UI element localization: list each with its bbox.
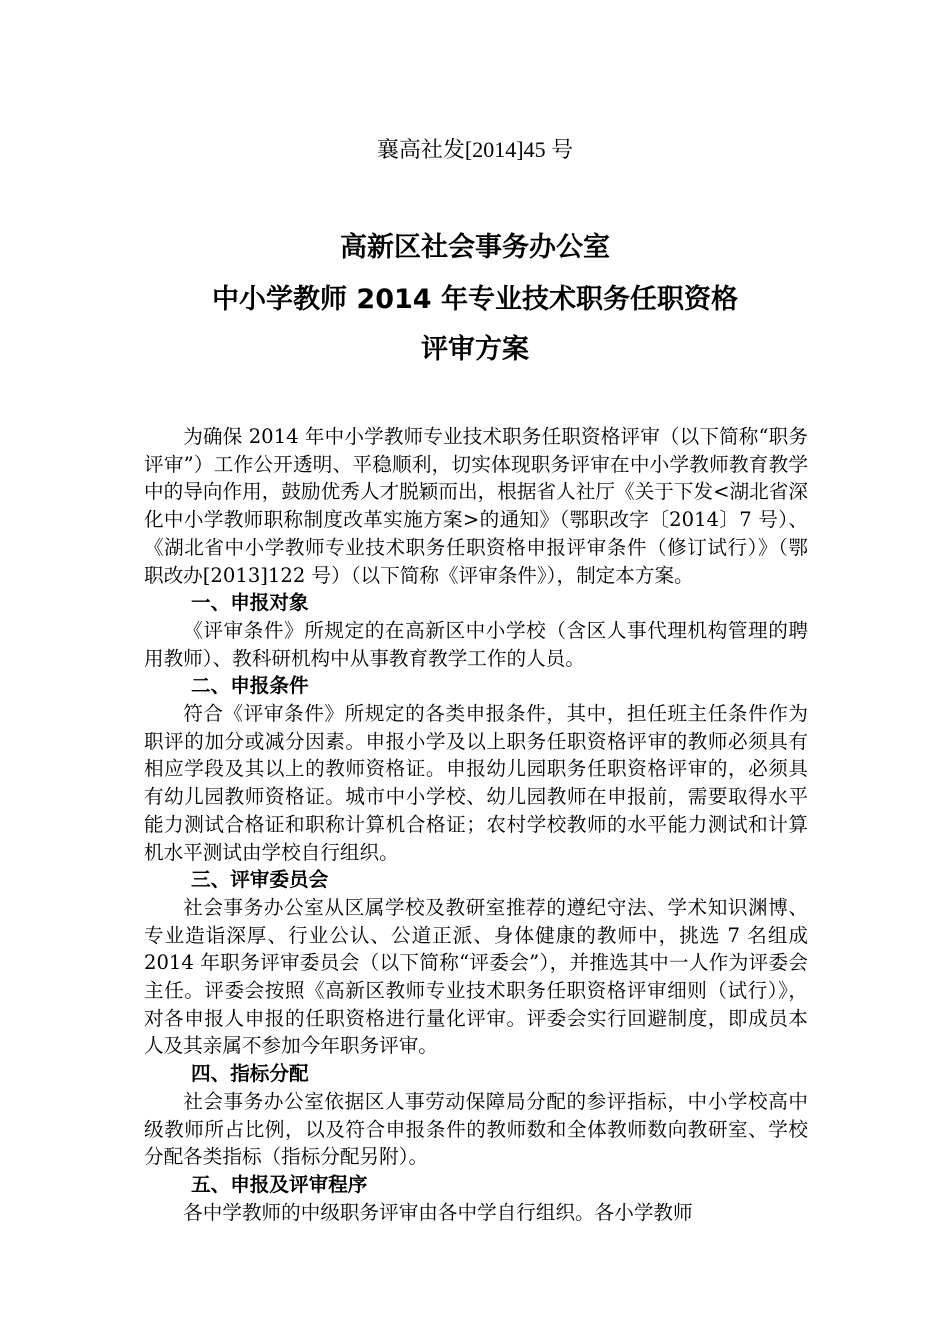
section-text-4: 社会事务办公室依据区人事劳动保障局分配的参评指标，中小学校高中级教师所占比例，以及符合申报条件的教师数和全体教师数向教研室、学校分配各类指标（指标分配另附）。 bbox=[144, 1089, 808, 1169]
title-line-2: 中小学教师 2014 年专业技术职务任职资格 bbox=[212, 284, 738, 315]
section-heading-5: 五、申报及评审程序 bbox=[191, 1172, 368, 1196]
section-heading-4: 四、指标分配 bbox=[191, 1062, 309, 1086]
title-line-1: 高新区社会事务办公室 bbox=[340, 232, 610, 263]
section-text-2: 符合《评审条件》所规定的各类申报条件，其中，担任班主任条件作为职评的加分或减分因素。申报小学及以上职务任职资格评审的教师必须具有相应学段及其以上的教师资格证。申报幼儿园职务任职资格评审的，必须具有幼儿园教师资格证。城市中小学校、幼儿园教师在申报前，需要取得水平能力测试合格证和职称计算机合格证；农村学校教师的水平能力测试和计算机水平测试由学校自行组织。 bbox=[144, 702, 808, 864]
section-text-3: 社会事务办公室从区属学校及教研室推荐的遵纪守法、学术知识渊博、专业造诣深厚、行业公认、公道正派、身体健康的教师中，挑选 7 名组成 2014 年职务评审委员会（以下简称“评委会”），并推选其中一人作为评委会主任。评委会按照《高新区教师专业技术职务任职资格评审细则（试行）》，对各申报人申报的任职资格进行量化评审。评委会实行回避制度，即成员本人及其亲属不参加今年职务评审。 bbox=[144, 895, 808, 1058]
section-heading-1: 一、申报对象 bbox=[191, 591, 309, 615]
document-body bbox=[144, 423, 808, 1226]
intro-paragraph: 为确保 2014 年中小学教师专业技术职务任职资格评审（以下简称“职务评审”）工作公开透明、平稳顺利，切实体现职务评审在中小学教师教育教学中的导向作用，鼓励优秀人才脱颖而出，根据省人社厅《关于下发<湖北省深化中小学教师职称制度改革实施方案>的通知》（鄂职改字〔2014〕7 号）、《湖北省中小学教师专业技术职务任职资格申报评审条件（修订试行）》（鄂职改办[2013]122 号）（以下简称《评审条件》），制定本方案。 bbox=[144, 425, 808, 587]
title-line-3: 评审方案 bbox=[421, 334, 529, 365]
section-text-1: 《评审条件》所规定的在高新区中小学校（含区人事代理机构管理的聘用教师）、教科研机构中从事教育教学工作的人员。 bbox=[144, 618, 808, 670]
section-heading-2: 二、申报条件 bbox=[191, 674, 309, 698]
document-number: 襄高社发[2014]45 号 bbox=[376, 137, 574, 162]
section-heading-3: 三、评审委员会 bbox=[191, 868, 329, 892]
section-text-5: 各中学教师的中级职务评审由各中学自行组织。各小学教师 bbox=[183, 1200, 693, 1224]
